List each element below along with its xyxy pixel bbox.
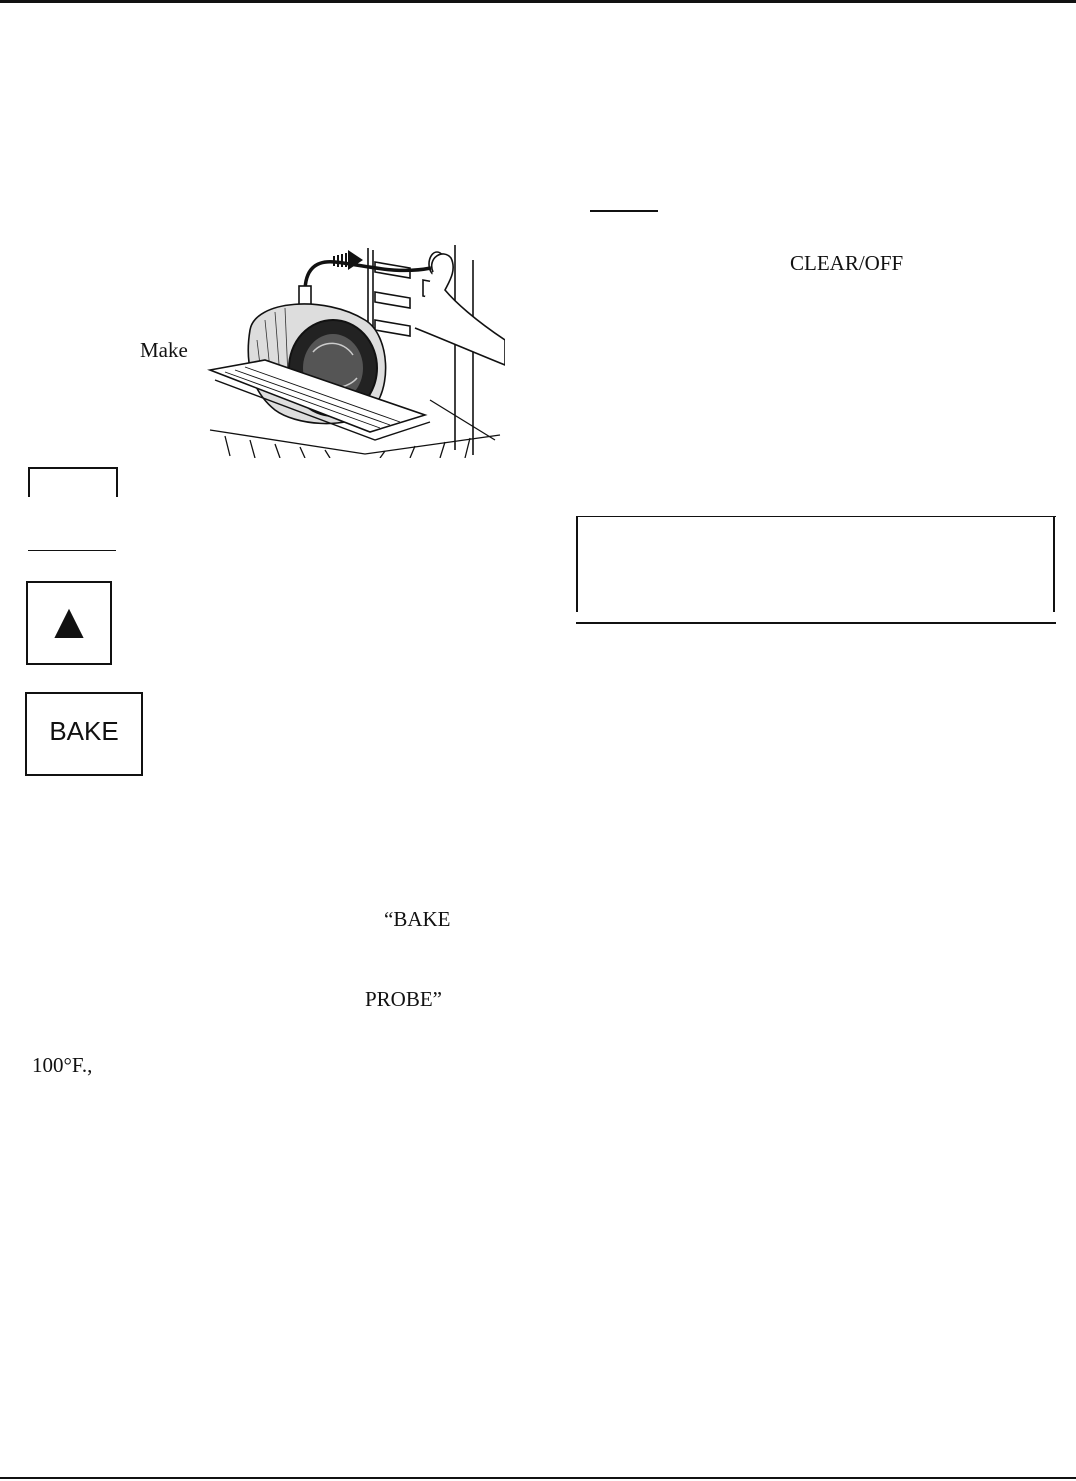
blank-key-underline — [28, 550, 116, 551]
make-text: Make — [140, 338, 188, 362]
up-arrow-key — [26, 581, 112, 665]
bake-quote-fragment: “BAKE — [384, 907, 451, 931]
top-page-rule — [0, 0, 1076, 3]
note-box — [576, 516, 1056, 626]
bottom-page-rule — [0, 1477, 1076, 1479]
blank-key-box — [28, 467, 118, 497]
meat-probe-illustration — [205, 240, 505, 458]
bake-key-label: BAKE — [49, 716, 119, 746]
right-short-rule — [590, 210, 658, 212]
clear-off-label: CLEAR/OFF — [790, 251, 904, 275]
probe-quote-fragment: PROBE” — [365, 987, 443, 1011]
up-arrow-icon: ▲ — [44, 593, 94, 649]
temperature-fragment: 100°F., — [32, 1053, 93, 1077]
meat-probe-illustration-svg — [205, 240, 505, 458]
bake-key — [25, 692, 143, 776]
